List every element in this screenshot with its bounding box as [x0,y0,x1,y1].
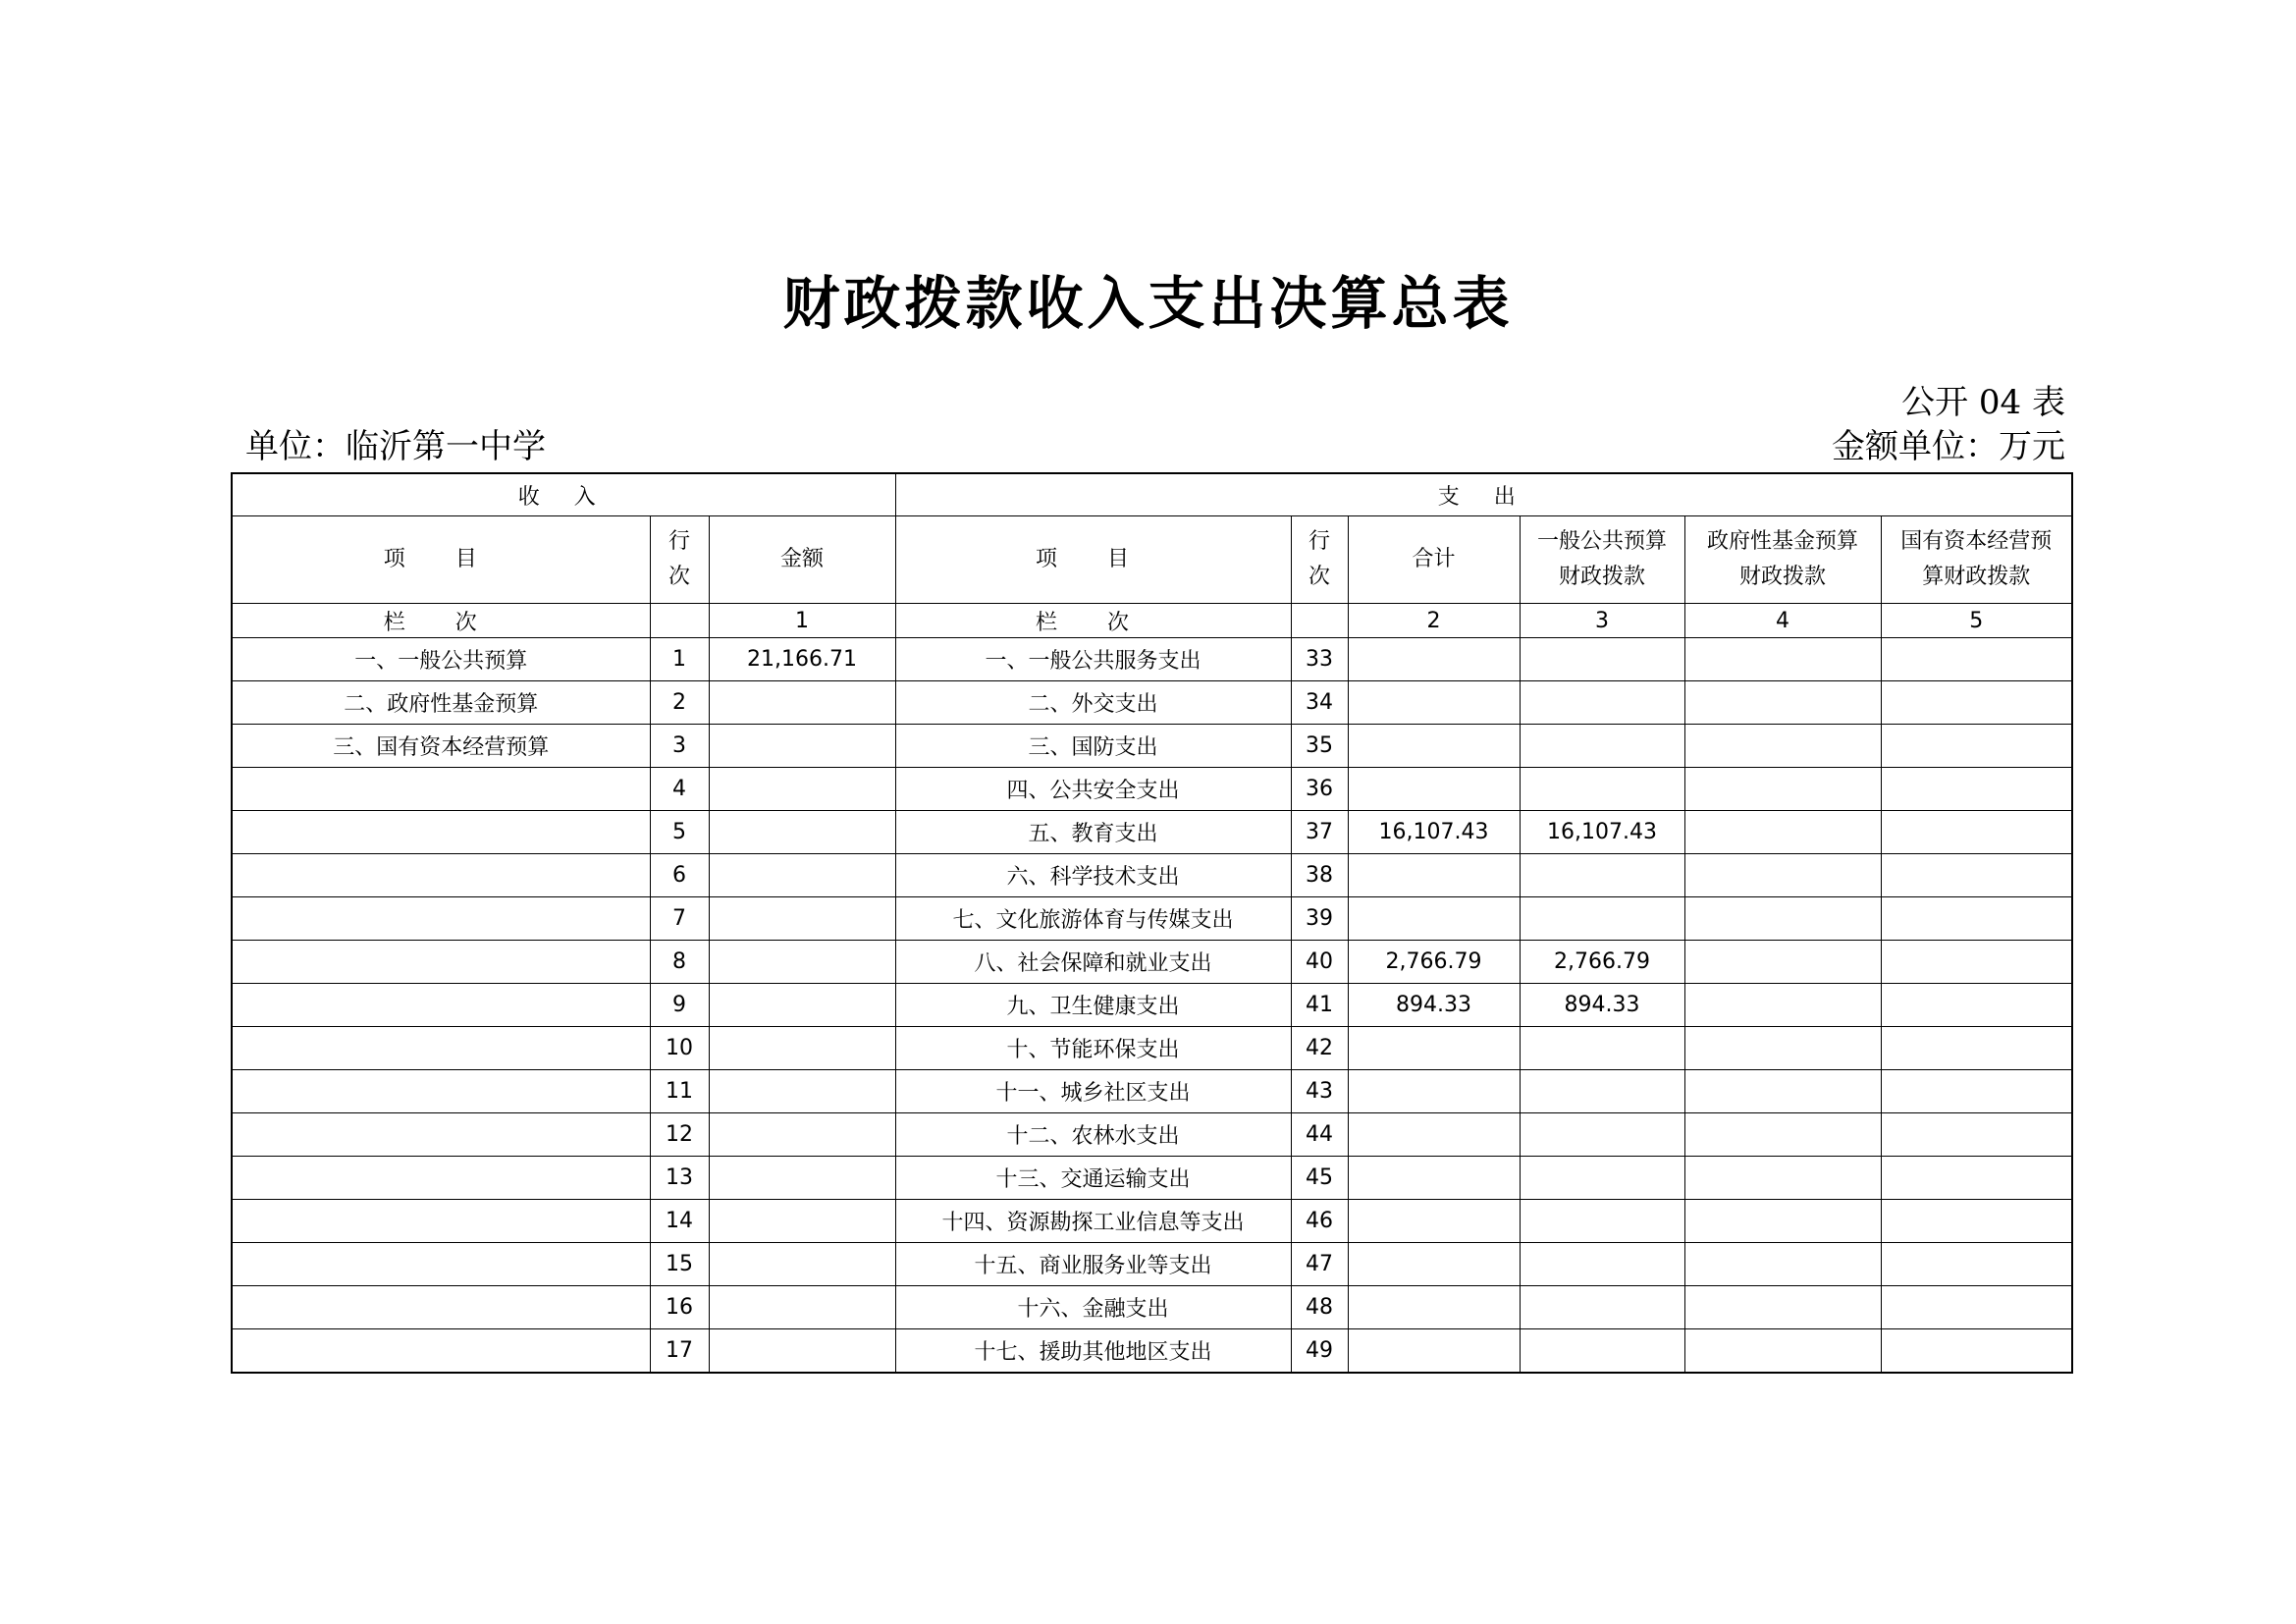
table-row [232,638,2072,681]
expense-general-cell [1520,1113,1684,1157]
expense-total-cell [1348,681,1520,725]
expense-line-cell: 33 [1291,638,1348,681]
expense-item-cell: 十、节能环保支出 [895,1027,1291,1070]
income-item-cell [232,854,650,897]
income-amount-cell [709,941,895,984]
expense-general-cell [1520,1070,1684,1113]
expense-state-capital-cell [1881,1157,2072,1200]
expense-total-cell [1348,1070,1520,1113]
expense-gov-fund-cell [1684,1243,1881,1286]
expense-line-cell: 46 [1291,1200,1348,1243]
income-amount-cell [709,1200,895,1243]
expense-state-capital-cell [1881,811,2072,854]
income-amount-cell [709,897,895,941]
col-header-exp-item: 项 目 [895,516,1291,604]
table-row [232,984,2072,1027]
table-row [232,1157,2072,1200]
expense-item-cell: 一、一般公共服务支出 [895,638,1291,681]
expense-state-capital-cell [1881,638,2072,681]
income-item-cell [232,984,650,1027]
expense-total-cell [1348,854,1520,897]
table-row [232,1027,2072,1070]
income-amount-cell [709,1070,895,1113]
income-item-cell: 一、一般公共预算 [232,638,650,681]
col-number-label-left: 栏 次 [232,604,650,638]
col-number-3: 3 [1520,604,1684,638]
amount-unit-label: 金额单位：万元 [1832,427,2065,466]
income-line-cell: 6 [650,854,709,897]
col-header-general: 一般公共预算财政拨款 [1520,516,1684,604]
expense-state-capital-cell [1881,897,2072,941]
income-amount-cell [709,1329,895,1374]
expense-state-capital-cell [1881,681,2072,725]
col-header-amount: 金额 [709,516,895,604]
income-amount-cell [709,1113,895,1157]
income-item-cell [232,1070,650,1113]
expense-gov-fund-cell [1684,1200,1881,1243]
income-item-cell [232,768,650,811]
income-item-cell [232,1329,650,1374]
expense-state-capital-cell [1881,1113,2072,1157]
expense-state-capital-cell [1881,984,2072,1027]
income-line-cell: 12 [650,1113,709,1157]
income-amount-cell [709,1027,895,1070]
col-number-2: 2 [1348,604,1520,638]
col-number-4: 4 [1684,604,1881,638]
expense-gov-fund-cell [1684,681,1881,725]
income-amount-cell [709,811,895,854]
income-amount-cell: 21,166.71 [709,638,895,681]
expense-total-cell [1348,1157,1520,1200]
unit-label: 单位：临沂第一中学 [245,427,546,466]
expense-total-cell: 894.33 [1348,984,1520,1027]
income-amount-cell [709,768,895,811]
expense-total-cell [1348,1329,1520,1374]
expense-item-cell: 十六、金融支出 [895,1286,1291,1329]
expense-item-cell: 八、社会保障和就业支出 [895,941,1291,984]
table-body [232,473,2072,1373]
expense-general-cell [1520,897,1684,941]
section-header-row [232,473,2072,516]
table-row [232,1286,2072,1329]
expense-item-cell: 五、教育支出 [895,811,1291,854]
income-header: 收 入 [232,473,895,516]
expense-total-cell [1348,1243,1520,1286]
income-line-cell: 7 [650,897,709,941]
col-number-label-right: 栏 次 [895,604,1291,638]
income-item-cell: 三、国有资本经营预算 [232,725,650,768]
expense-item-cell: 七、文化旅游体育与传媒支出 [895,897,1291,941]
table-row [232,1113,2072,1157]
expense-line-cell: 43 [1291,1070,1348,1113]
expense-general-cell [1520,725,1684,768]
expense-general-cell: 2,766.79 [1520,941,1684,984]
expense-line-cell: 38 [1291,854,1348,897]
expense-line-cell: 36 [1291,768,1348,811]
column-number-row [232,604,2072,638]
income-amount-cell [709,854,895,897]
expense-gov-fund-cell [1684,1113,1881,1157]
expense-gov-fund-cell [1684,811,1881,854]
table-row [232,1329,2072,1374]
income-amount-cell [709,984,895,1027]
table-row [232,1070,2072,1113]
income-item-cell [232,1200,650,1243]
expense-total-cell [1348,768,1520,811]
table-row [232,1243,2072,1286]
expense-state-capital-cell [1881,1070,2072,1113]
income-line-cell: 1 [650,638,709,681]
expense-item-cell: 十五、商业服务业等支出 [895,1243,1291,1286]
income-item-cell [232,1286,650,1329]
table-row [232,768,2072,811]
expense-gov-fund-cell [1684,854,1881,897]
expense-state-capital-cell [1881,1329,2072,1374]
expense-state-capital-cell [1881,1243,2072,1286]
col-header-exp-line: 行次 [1291,516,1348,604]
expense-total-cell [1348,897,1520,941]
col-number-blank [1291,604,1348,638]
expense-line-cell: 40 [1291,941,1348,984]
table-row [232,681,2072,725]
expense-total-cell [1348,725,1520,768]
expense-gov-fund-cell [1684,1329,1881,1374]
expense-general-cell [1520,1027,1684,1070]
expense-general-cell: 894.33 [1520,984,1684,1027]
form-number: 公开 04 表 [1901,383,2065,422]
income-line-cell: 5 [650,811,709,854]
expense-gov-fund-cell [1684,984,1881,1027]
expense-line-cell: 41 [1291,984,1348,1027]
col-number-5: 5 [1881,604,2072,638]
income-line-cell: 15 [650,1243,709,1286]
expense-general-cell [1520,1157,1684,1200]
expense-line-cell: 47 [1291,1243,1348,1286]
page-title: 财政拨款收入支出决算总表 [782,270,1514,337]
income-item-cell [232,1157,650,1200]
expense-general-cell [1520,1243,1684,1286]
income-line-cell: 11 [650,1070,709,1113]
expense-general-cell: 16,107.43 [1520,811,1684,854]
expense-header: 支 出 [895,473,2072,516]
expense-gov-fund-cell [1684,1027,1881,1070]
col-header-line: 行次 [650,516,709,604]
expense-item-cell: 九、卫生健康支出 [895,984,1291,1027]
income-line-cell: 4 [650,768,709,811]
expense-item-cell: 十三、交通运输支出 [895,1157,1291,1200]
income-line-cell: 17 [650,1329,709,1374]
expense-gov-fund-cell [1684,768,1881,811]
expense-line-cell: 49 [1291,1329,1348,1374]
expense-total-cell: 16,107.43 [1348,811,1520,854]
expense-item-cell: 三、国防支出 [895,725,1291,768]
income-amount-cell [709,1243,895,1286]
income-line-cell: 14 [650,1200,709,1243]
expense-gov-fund-cell [1684,897,1881,941]
expense-general-cell [1520,681,1684,725]
expense-item-cell: 十七、援助其他地区支出 [895,1329,1291,1374]
expense-total-cell [1348,1113,1520,1157]
expense-general-cell [1520,854,1684,897]
expense-item-cell: 四、公共安全支出 [895,768,1291,811]
expense-general-cell [1520,768,1684,811]
table-row [232,811,2072,854]
income-amount-cell [709,725,895,768]
expense-line-cell: 48 [1291,1286,1348,1329]
col-header-gov-fund: 政府性基金预算财政拨款 [1684,516,1881,604]
expense-state-capital-cell [1881,1286,2072,1329]
income-item-cell: 二、政府性基金预算 [232,681,650,725]
expense-state-capital-cell [1881,1027,2072,1070]
income-item-cell [232,1243,650,1286]
expense-line-cell: 44 [1291,1113,1348,1157]
income-line-cell: 3 [650,725,709,768]
expense-line-cell: 34 [1291,681,1348,725]
income-item-cell [232,811,650,854]
income-line-cell: 10 [650,1027,709,1070]
expense-line-cell: 39 [1291,897,1348,941]
expense-gov-fund-cell [1684,638,1881,681]
table-row [232,1200,2072,1243]
expense-item-cell: 十一、城乡社区支出 [895,1070,1291,1113]
income-line-cell: 2 [650,681,709,725]
expense-line-cell: 42 [1291,1027,1348,1070]
income-line-cell: 16 [650,1286,709,1329]
expense-state-capital-cell [1881,854,2072,897]
col-header-state-capital: 国有资本经营预算财政拨款 [1881,516,2072,604]
col-number-blank [650,604,709,638]
table-row [232,941,2072,984]
income-line-cell: 8 [650,941,709,984]
income-amount-cell [709,1157,895,1200]
table-row [232,725,2072,768]
income-item-cell [232,1027,650,1070]
expense-total-cell [1348,1200,1520,1243]
income-amount-cell [709,1286,895,1329]
expense-state-capital-cell [1881,1200,2072,1243]
col-header-item: 项 目 [232,516,650,604]
expense-item-cell: 十二、农林水支出 [895,1113,1291,1157]
income-amount-cell [709,681,895,725]
expense-line-cell: 45 [1291,1157,1348,1200]
expense-state-capital-cell [1881,941,2072,984]
expense-total-cell [1348,638,1520,681]
expense-item-cell: 二、外交支出 [895,681,1291,725]
income-item-cell [232,941,650,984]
col-header-total: 合计 [1348,516,1520,604]
expense-state-capital-cell [1881,768,2072,811]
expense-gov-fund-cell [1684,725,1881,768]
expense-gov-fund-cell [1684,941,1881,984]
expense-total-cell [1348,1027,1520,1070]
income-line-cell: 13 [650,1157,709,1200]
expense-item-cell: 十四、资源勘探工业信息等支出 [895,1200,1291,1243]
expense-gov-fund-cell [1684,1157,1881,1200]
income-line-cell: 9 [650,984,709,1027]
expense-gov-fund-cell [1684,1070,1881,1113]
expense-general-cell [1520,1286,1684,1329]
expense-total-cell: 2,766.79 [1348,941,1520,984]
expense-state-capital-cell [1881,725,2072,768]
income-item-cell [232,1113,650,1157]
expense-item-cell: 六、科学技术支出 [895,854,1291,897]
expense-line-cell: 35 [1291,725,1348,768]
expense-general-cell [1520,1329,1684,1374]
table-row [232,854,2072,897]
expense-general-cell [1520,1200,1684,1243]
column-header-row [232,516,2072,604]
income-item-cell [232,897,650,941]
table-row [232,897,2072,941]
expense-total-cell [1348,1286,1520,1329]
budget-table [231,472,2073,1374]
expense-line-cell: 37 [1291,811,1348,854]
expense-gov-fund-cell [1684,1286,1881,1329]
expense-general-cell [1520,638,1684,681]
col-number-1: 1 [709,604,895,638]
